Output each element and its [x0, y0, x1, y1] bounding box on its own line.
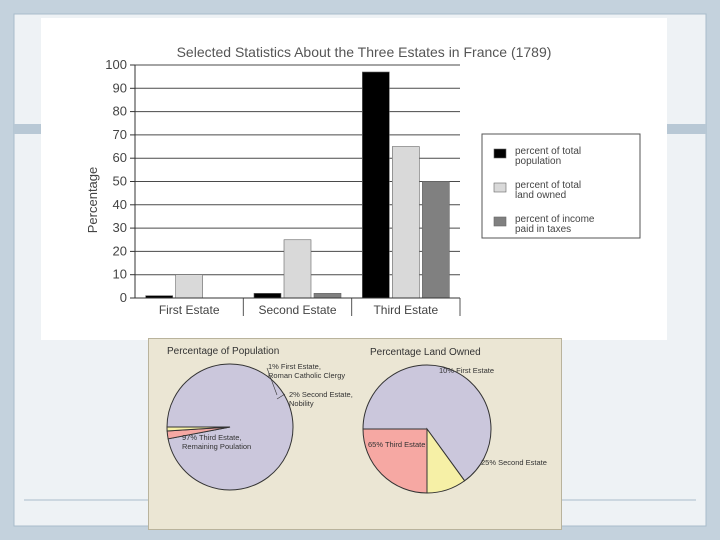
y-tick-label: 30 [112, 220, 127, 236]
pie-slice-label: 1% First Estate, [268, 362, 321, 371]
bar-third-estate-2 [422, 182, 449, 299]
y-axis-label: Percentage [85, 166, 100, 234]
pie-slice-1-2 [363, 429, 427, 493]
legend-swatch [494, 149, 506, 158]
y-tick-label: 10 [112, 266, 127, 282]
y-tick-label: 0 [119, 290, 127, 305]
pie-slice-label: 97% Third Estate, [182, 433, 242, 442]
legend-label: population [515, 156, 562, 167]
y-tick-label: 60 [112, 150, 127, 166]
legend-swatch [494, 183, 506, 192]
bar-chart-panel [41, 18, 667, 340]
y-tick-label: 20 [112, 243, 127, 259]
bar-chart-title: Selected Statistics About the Three Estates in France (1789) [176, 44, 552, 60]
bar-second-estate-2 [314, 293, 341, 298]
legend-label: percent of income [515, 214, 595, 225]
pie-slice-label: 2% Second Estate, [289, 390, 353, 399]
pie-slice-label: 65% Third Estate [368, 440, 426, 449]
y-tick-label: 40 [112, 196, 127, 212]
bar-chart [41, 18, 667, 340]
legend-label: percent of total [515, 180, 582, 191]
pie-slice-label: Roman Catholic Clergy [268, 371, 346, 380]
pie-slice-label: 10% First Estate [439, 366, 495, 375]
y-tick-label: 100 [105, 57, 127, 72]
land-pie-title: Percentage Land Owned [370, 347, 481, 358]
bar-second-estate-0 [254, 293, 281, 298]
pie-charts [149, 339, 563, 531]
population-pie-title: Percentage of Population [167, 346, 280, 357]
y-tick-label: 80 [112, 103, 127, 119]
bar-third-estate-1 [392, 147, 419, 298]
legend-swatch [494, 217, 506, 226]
pie-slice-label: 25% Second Estate [481, 458, 547, 467]
y-tick-label: 50 [112, 173, 127, 189]
x-tick-label: First Estate [158, 303, 220, 317]
y-tick-label: 70 [112, 126, 127, 142]
pie-charts-panel [148, 338, 562, 530]
bar-second-estate-1 [284, 240, 311, 298]
legend-label: percent of total [515, 146, 582, 157]
pie-slice-label: Nobility [289, 399, 314, 408]
y-tick-label: 90 [112, 80, 127, 96]
x-tick-label: Third Estate [373, 303, 439, 317]
x-tick-label: Second Estate [258, 303, 337, 317]
legend-label: paid in taxes [515, 224, 572, 235]
pie-slice-label: Remaining Poulation [182, 442, 252, 451]
bar-first-estate-1 [176, 275, 203, 298]
bar-third-estate-0 [362, 72, 389, 298]
legend-label: land owned [515, 190, 567, 201]
